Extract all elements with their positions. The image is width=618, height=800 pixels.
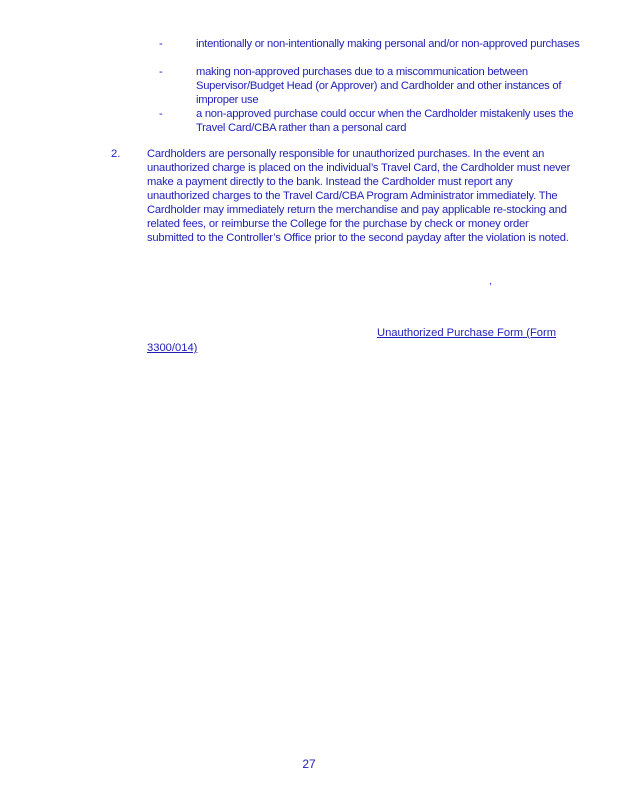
form-number-link[interactable]: 3300/014) xyxy=(147,342,198,354)
bullet-text: a non-approved purchase could occur when the Cardholder mistakenly uses the Travel Card/CBA rather than a personal card xyxy=(196,108,574,134)
bullet-dash: - xyxy=(159,66,163,78)
bullet-text: intentionally or non-intentionally making personal and/or non-approved purchases xyxy=(196,38,580,50)
item-number: 2. xyxy=(111,148,121,160)
bullet-item-2 xyxy=(159,65,589,107)
bullet-dash: - xyxy=(159,38,163,50)
bullet-dash: - xyxy=(159,108,163,120)
item-paragraph: Cardholders are personally responsible for unauthorized purchases. In the event an unauthorized charge is placed on the individual’s Travel Card, the Cardholder must never make a payment directly to the bank. Instead the Cardholder must report any unauthorized charges to the Travel Card/CBA Program Administrator immediately. The Cardholder may immediately return the merchandise and pay applicable re-stocking and related fees, or reimburse the College for the purchase by check or money order submitted to the Controller’s Office prior to the second payday after the violation is noted. xyxy=(147,148,571,244)
unauthorized-purchase-form-link[interactable]: Unauthorized Purchase Form (Form xyxy=(377,327,557,339)
bullet-item-3 xyxy=(159,107,589,135)
bullet-item-1 xyxy=(159,37,589,51)
bullet-text: making non-approved purchases due to a miscommunication between Supervisor/Budget Head (or Approver) and Cardholder and other instances of improper use xyxy=(196,66,562,106)
stray-comma: , xyxy=(489,276,492,287)
page-number: 27 xyxy=(302,757,316,771)
numbered-item-2 xyxy=(111,147,581,245)
